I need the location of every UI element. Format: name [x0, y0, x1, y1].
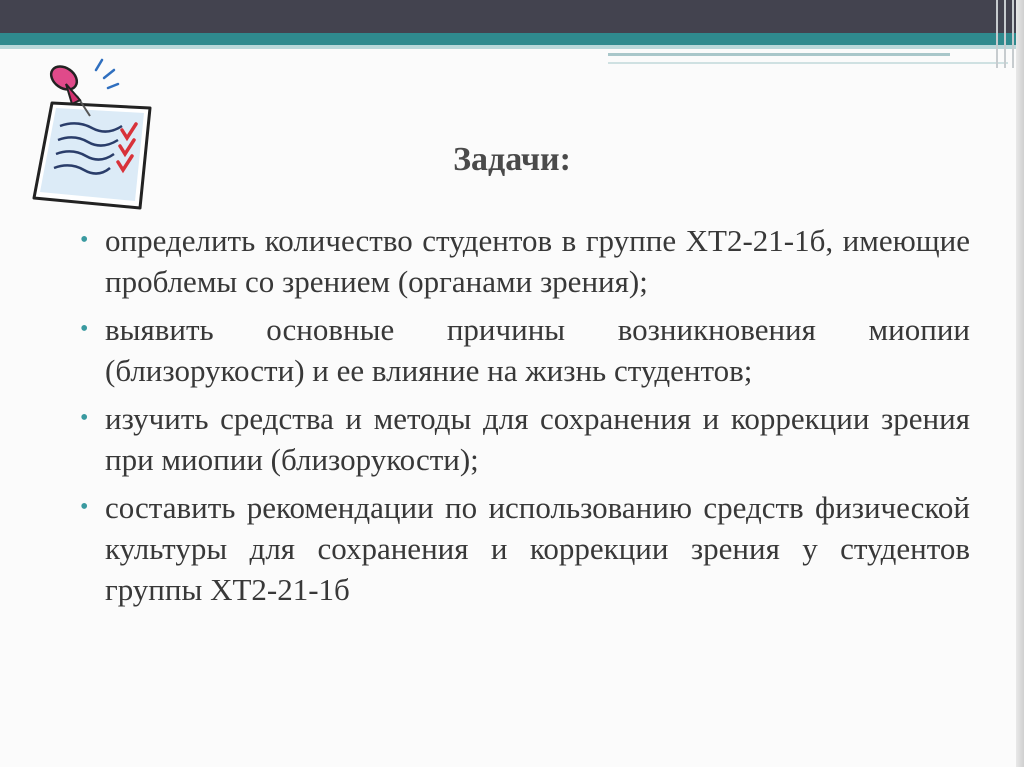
decorative-vertical-line	[1004, 0, 1006, 68]
bullet-icon: •	[80, 227, 89, 253]
task-text: определить количество студентов в группе ХТ2-21-1б, имеющие проблемы со зрением (органами зрения);	[105, 223, 970, 299]
task-text: выявить основные причины возникновения миопии (близорукости) и ее влияние на жизнь студентов;	[105, 312, 970, 388]
pinned-checklist-icon	[22, 58, 162, 218]
top-dark-bar	[0, 0, 1024, 33]
decorative-vertical-line	[1012, 0, 1014, 68]
decorative-line	[608, 62, 1008, 64]
bullet-icon: •	[80, 405, 89, 431]
list-item	[78, 220, 970, 302]
decorative-vertical-line	[996, 0, 998, 68]
decorative-line	[608, 53, 950, 56]
bullet-icon: •	[80, 316, 89, 342]
slide-title: Задачи:	[453, 141, 571, 178]
list-item	[78, 309, 970, 391]
list-item	[78, 398, 970, 480]
top-light-bar	[0, 45, 1024, 49]
list-item	[78, 487, 970, 610]
slide-edge-shadow	[1016, 0, 1024, 767]
task-text: составить рекомендации по использованию средств физической культуры для сохранения и коррекции зрения у студентов группы ХТ2-21-1б	[105, 490, 970, 607]
top-teal-bar	[0, 33, 1024, 45]
task-text: изучить средства и методы для сохранения и коррекции зрения при миопии (близорукости);	[105, 401, 970, 477]
bullet-icon: •	[80, 494, 89, 520]
task-list	[78, 220, 970, 617]
